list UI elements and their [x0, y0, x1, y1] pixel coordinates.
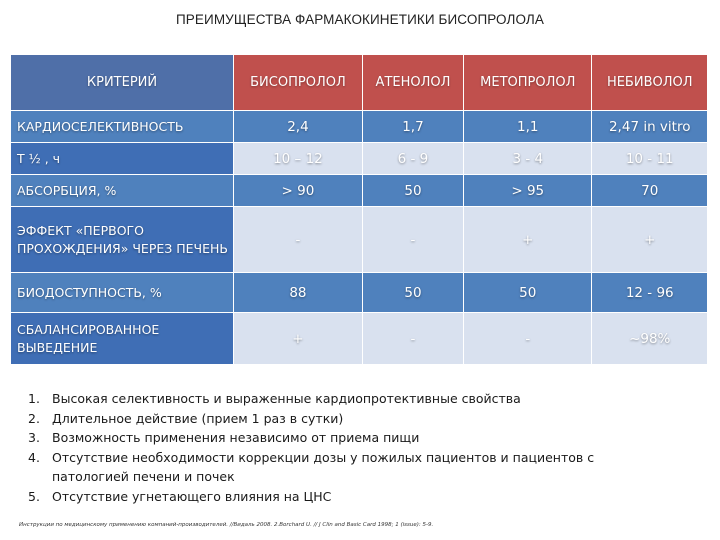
list-item: [28, 487, 668, 507]
cell-value: 50: [363, 273, 464, 313]
cell-value: 2,4: [234, 111, 363, 143]
cell-value: -: [363, 313, 464, 365]
list-number: 3.: [28, 430, 40, 445]
table-row: [11, 175, 708, 207]
cell-value: -: [363, 207, 464, 273]
table-header-row: [11, 55, 708, 111]
cell-value: 10 – 12: [234, 143, 363, 175]
list-text: Длительное действие (прием 1 раз в сутки): [52, 410, 344, 426]
cell-value: 6 - 9: [363, 143, 464, 175]
cell-value: 70: [592, 175, 708, 207]
references-footnote: Инструкции по медицинскому применению компаний-производителей. //Видаль 2008. 2.Borchard U. // J Clin and Basic Card 1998; 1 (issue): 5-9.: [19, 522, 434, 528]
cell-value: +: [592, 207, 708, 273]
header-bisoprolol: БИСОПРОЛОЛ: [234, 55, 363, 111]
cell-value: 1,7: [363, 111, 464, 143]
cell-value: > 90: [234, 175, 363, 207]
page-title: ПРЕИМУЩЕСТВА ФАРМАКОКИНЕТИКИ БИСОПРОЛОЛА: [176, 12, 544, 27]
cell-value: 50: [464, 273, 592, 313]
list-number: 2.: [28, 410, 40, 426]
row-label: СБАЛАНСИРОВАННОЕ ВЫВЕДЕНИЕ: [11, 313, 234, 365]
row-label: ЭФФЕКТ «ПЕРВОГО ПРОХОЖДЕНИЯ» ЧЕРЕЗ ПЕЧЕНЬ: [11, 207, 234, 273]
table-row: [11, 143, 708, 175]
list-item: [28, 389, 668, 409]
advantages-list: [28, 389, 668, 506]
cell-value: 2,47 in vitro: [592, 111, 708, 143]
cell-value: 10 - 11: [592, 143, 708, 175]
row-label: БИОДОСТУПНОСТЬ, %: [11, 273, 234, 313]
list-text: Отсутствие угнетающего влияния на ЦНС: [52, 488, 332, 504]
list-text: Отсутствие необходимости коррекции дозы у пожилых пациентов и пациентов с патологией печени и почек: [52, 449, 595, 484]
cell-value: +: [234, 313, 363, 365]
row-label: T ½ , ч: [11, 143, 234, 175]
cell-value: 50: [363, 175, 464, 207]
list-item: [28, 428, 668, 448]
list-text: Возможность применения независимо от приема пищи: [52, 430, 420, 445]
list-number: 1.: [28, 391, 40, 406]
row-label: КАРДИОСЕЛЕКТИВНОСТЬ: [11, 111, 234, 143]
list-item: [28, 409, 668, 429]
cell-value: ~98%: [592, 313, 708, 365]
cell-value: 88: [234, 273, 363, 313]
table-row: [11, 111, 708, 143]
table-row: [11, 273, 708, 313]
list-number: 4.: [28, 449, 40, 465]
list-text: Высокая селективность и выраженные кардиопротективные свойства: [52, 391, 521, 406]
row-label: АБСОРБЦИЯ, %: [11, 175, 234, 207]
header-atenolol: АТЕНОЛОЛ: [363, 55, 464, 111]
cell-value: -: [464, 313, 592, 365]
header-metoprolol: МЕТОПРОЛОЛ: [464, 55, 592, 111]
table-row: [11, 313, 708, 365]
cell-value: -: [234, 207, 363, 273]
table-row: [11, 207, 708, 273]
cell-value: > 95: [464, 175, 592, 207]
header-nebivolol: НЕБИВОЛОЛ: [592, 55, 708, 111]
cell-value: 3 - 4: [464, 143, 592, 175]
cell-value: 12 - 96: [592, 273, 708, 313]
list-number: 5.: [28, 488, 40, 504]
cell-value: 1,1: [464, 111, 592, 143]
header-criterion: КРИТЕРИЙ: [11, 55, 234, 111]
comparison-table: [11, 55, 708, 365]
list-item: [28, 448, 668, 487]
cell-value: +: [464, 207, 592, 273]
